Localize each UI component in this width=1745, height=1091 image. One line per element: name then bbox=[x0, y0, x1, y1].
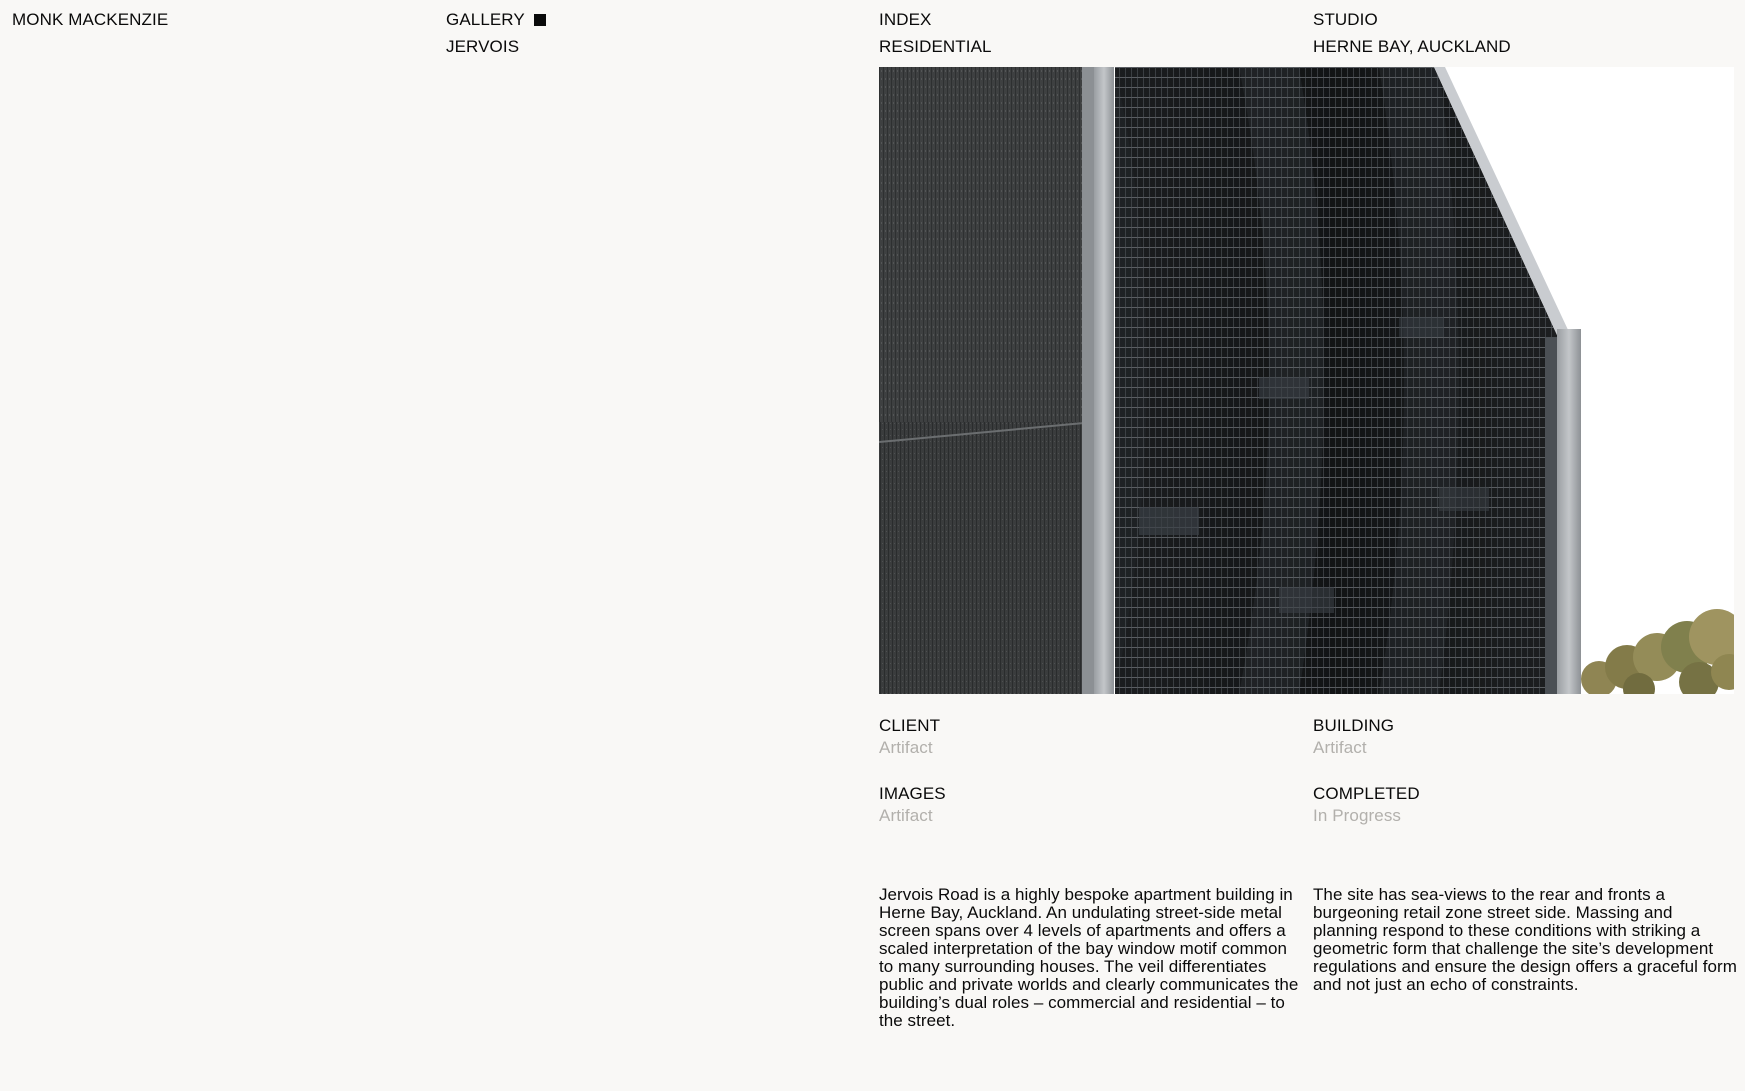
completed-value: In Progress bbox=[1313, 806, 1402, 825]
client-label: CLIENT bbox=[879, 716, 941, 735]
brand-logo-link[interactable]: MONK MACKENZIE bbox=[12, 10, 169, 29]
description-paragraph-2: The site has sea-views to the rear and fronts a burgeoning retail zone street side. Massing and planning respond to these conditions with striking a geometric form that challenge the site’s development regulations and ensure the design offers a graceful form and not just an echo of constraints. bbox=[1313, 885, 1737, 994]
index-nav-link[interactable]: INDEX bbox=[879, 10, 932, 29]
square-icon bbox=[534, 14, 546, 26]
client-value: Artifact bbox=[879, 738, 933, 757]
description-paragraph-1: Jervois Road is a highly bespoke apartment building in Herne Bay, Auckland. An undulating street-side metal screen spans over 4 levels of apartments and offers a scaled interpretation of the bay window motif common to many surrounding houses. The veil differentiates public and private worlds and clearly communicates the building’s dual roles – commercial and residential – to the street. bbox=[879, 885, 1299, 1030]
project-photo[interactable] bbox=[879, 67, 1734, 694]
studio-nav-link[interactable]: STUDIO bbox=[1313, 10, 1378, 29]
project-location: HERNE BAY, AUCKLAND bbox=[1313, 37, 1511, 56]
project-category: RESIDENTIAL bbox=[879, 37, 992, 56]
project-name: JERVOIS bbox=[446, 37, 520, 56]
images-label: IMAGES bbox=[879, 784, 946, 803]
building-facade-image bbox=[879, 67, 1734, 694]
images-value: Artifact bbox=[879, 806, 933, 825]
gallery-nav-link[interactable] bbox=[446, 10, 546, 30]
gallery-nav-label: GALLERY bbox=[446, 10, 525, 29]
building-label: BUILDING bbox=[1313, 716, 1395, 735]
building-value: Artifact bbox=[1313, 738, 1367, 757]
completed-label: COMPLETED bbox=[1313, 784, 1420, 803]
